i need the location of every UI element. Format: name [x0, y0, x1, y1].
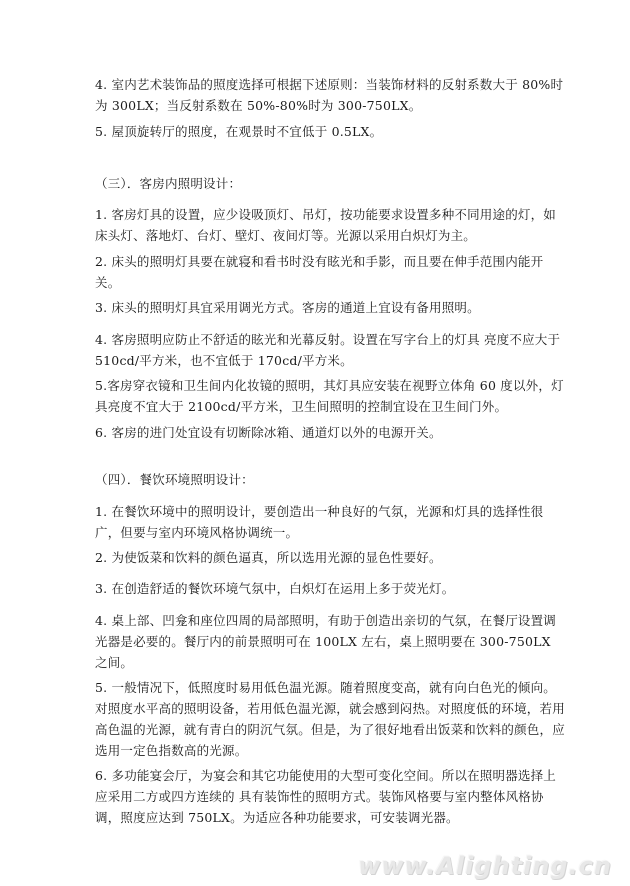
paragraph-local-lighting: 4. 桌上部、凹龛和座位四周的局部照明，有助于创造出亲切的气氛，在餐厅设置调光器是必要的。餐厅内的前景照明可在 100LX 左右，桌上照明要在 300-750LX 之间。	[95, 613, 557, 670]
paragraph-room-glare: 4. 客房照明应防止不舒适的眩光和光幕反射。设置在写字台上的灯具 亮度不应大于 510cd/平方米，也不宜低于 170cd/平方米。	[95, 332, 561, 368]
paragraph-entry-switch: 6. 客房的进门处宜设有切断除冰箱、通道灯以外的电源开关。	[95, 425, 442, 440]
paragraph-color-temperature: 5. 一般情况下，低照度时易用低色温光源。随着照度变高，就有向白色光的倾向。对照度水平高的照明设备，若用低色温光源，就会感到闷热。对照度低的环境，若用高色温的光源，就有青白的阴沉气氛。但是，为了很好地看出饭菜和饮料的颜色，应选用一定色指数高的光源。	[95, 680, 565, 758]
paragraph-banquet-hall: 6. 多功能宴会厅，为宴会和其它功能使用的大型可变化空间。所以在照明器选择上应采用二方或四方连续的 具有装饰性的照明方式。装饰风格要与室内整体风格协调，照度应达到 750LX。为适应各种功能要求，可安装调光器。	[95, 768, 557, 825]
paragraph-room-fixtures: 1. 客房灯具的设置，应少设吸顶灯、吊灯，按功能要求设置多种不同用途的灯，如床头灯、落地灯、台灯、壁灯、夜间灯等。光源以采用白炽灯为主。	[95, 207, 557, 243]
section-heading-guest-room: （三）．客房内照明设计：	[95, 176, 242, 191]
paragraph-revolving-hall: 5. 屋顶旋转厅的照度，在观景时不宜低于 0.5LX。	[95, 124, 383, 139]
paragraph-incandescent: 3. 在创造舒适的餐饮环境气氛中，白炽灯在运用上多于荧光灯。	[95, 581, 455, 596]
paragraph-color-rendering: 2. 为使饭菜和饮料的颜色逼真，所以选用光源的显色性要好。	[95, 550, 442, 565]
paragraph-mirror-lighting: 5.客房穿衣镜和卫生间内化妆镜的照明，其灯具应安装在视野立体角 60 度以外，灯具亮度不宜大于 2100cd/平方米，卫生间照明的控制宜设在卫生间门外。	[95, 378, 564, 414]
site-watermark: www.Alighting.cn	[358, 852, 612, 880]
section-heading-dining: （四）．餐饮环境照明设计：	[95, 472, 254, 487]
paragraph-bedside-dimming: 3. 床头的照明灯具宜采用调光方式。客房的通道上宜设有备用照明。	[95, 300, 480, 315]
paragraph-art-decor-illuminance: 4. 室内艺术装饰品的照度选择可根据下述原则：当装饰材料的反射系数大于 80%时为 300LX；当反射系数在 50%-80%时为 300-750LX。	[95, 77, 564, 113]
paragraph-bedside-glare: 2. 床头的照明灯具要在就寝和看书时没有眩光和手影，而且要在伸手范围内能开关。	[95, 254, 544, 290]
paragraph-dining-atmosphere: 1. 在餐饮环境中的照明设计，要创造出一种良好的气氛，光源和灯具的选择性很广，但要与室内环境风格协调统一。	[95, 504, 544, 540]
